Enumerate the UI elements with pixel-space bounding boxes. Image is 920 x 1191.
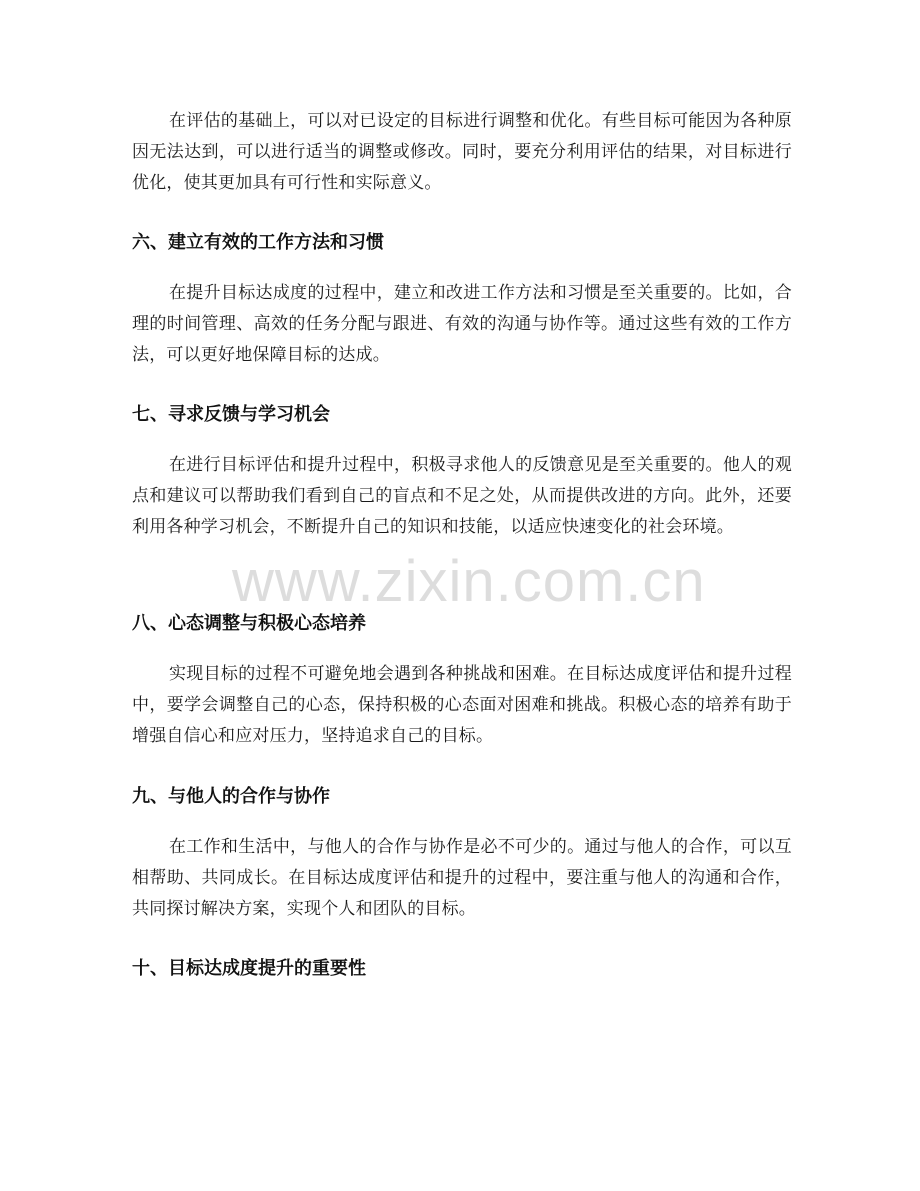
section-heading-6: 六、建立有效的工作方法和习惯 — [132, 232, 384, 253]
intro-paragraph: 在评估的基础上，可以对已设定的目标进行调整和优化。有些目标可能因为各种原因无法达到，可以进行适当的调整或修改。同时，要充分利用评估的结果，对目标进行优化，使其更加具有可行性和实际意义。 — [132, 111, 792, 193]
section-heading-7: 七、寻求反馈与学习机会 — [132, 404, 330, 425]
section-heading-8: 八、心态调整与积极心态培养 — [132, 613, 366, 634]
section-paragraph-9: 在工作和生活中，与他人的合作与协作是必不可少的。通过与他人的合作，可以互相帮助、共同成长。在目标达成度评估和提升的过程中，要注重与他人的沟通和合作，共同探讨解决方案，实现个人和团队的目标。 — [132, 837, 792, 919]
section-heading-10: 十、目标达成度提升的重要性 — [132, 958, 366, 979]
section-heading-9: 九、与他人的合作与协作 — [132, 786, 330, 807]
section-paragraph-6: 在提升目标达成度的过程中，建立和改进工作方法和习惯是至关重要的。比如，合理的时间管理、高效的任务分配与跟进、有效的沟通与协作等。通过这些有效的工作方法，可以更好地保障目标的达成。 — [132, 283, 792, 365]
section-paragraph-7: 在进行目标评估和提升过程中，积极寻求他人的反馈意见是至关重要的。他人的观点和建议可以帮助我们看到自己的盲点和不足之处，从而提供改进的方向。此外，还要利用各种学习机会，不断提升自己的知识和技能，以适应快速变化的社会环境。 — [132, 455, 792, 537]
watermark: www.zixin.com.cn — [232, 549, 706, 614]
section-paragraph-8: 实现目标的过程不可避免地会遇到各种挑战和困难。在目标达成度评估和提升过程中，要学会调整自己的心态，保持积极的心态面对困难和挑战。积极心态的培养有助于增强自信心和应对压力，坚持追求自己的目标。 — [132, 664, 792, 746]
